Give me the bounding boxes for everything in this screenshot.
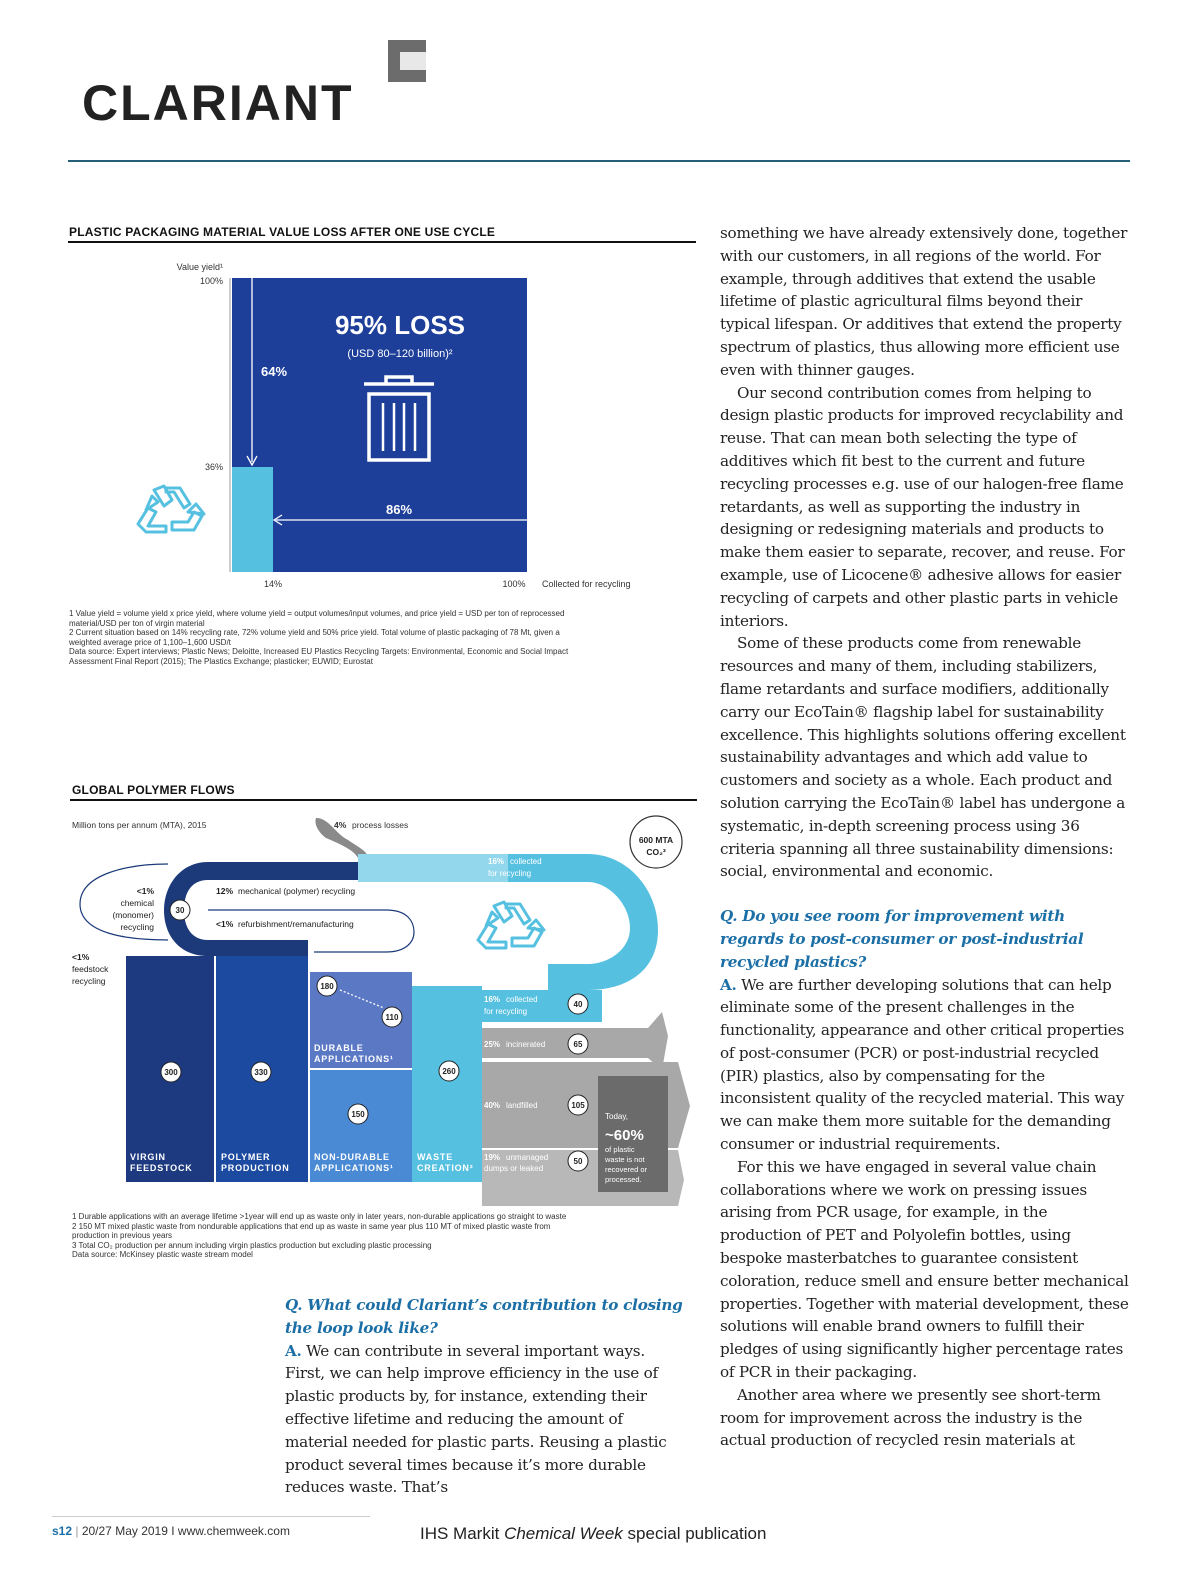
feed-2: recycling xyxy=(72,976,106,986)
publisher: IHS Markit xyxy=(420,1524,500,1543)
feed-1: feedstock xyxy=(72,964,109,974)
footer-page-info: s12 | 20/27 May 2019 I www.chemweek.com xyxy=(52,1524,290,1538)
chem-1: chemical xyxy=(120,898,154,908)
unmanaged-1: unmanaged xyxy=(506,1153,549,1162)
answer-2 xyxy=(720,974,1130,1156)
figure1-title: PLASTIC PACKAGING MATERIAL VALUE LOSS AFTER ONE USE CYCLE xyxy=(69,225,496,239)
article-right-column xyxy=(720,222,1130,1452)
collected-top-1: collected xyxy=(510,857,542,866)
value-105: 105 xyxy=(571,1101,585,1110)
answer-label: A. xyxy=(285,1341,302,1360)
answer-label: A. xyxy=(720,975,737,994)
durable-label-1: DURABLE xyxy=(314,1043,364,1053)
durable-label-2: APPLICATIONS¹ xyxy=(314,1054,394,1064)
logo-wordmark: CLARIANT xyxy=(82,75,354,131)
arrow-64-label: 64% xyxy=(260,364,288,379)
landfilled-pct: 40% xyxy=(484,1101,501,1110)
figure1-note: Assessment Final Report (2015); The Plastics Exchange; plasticker; EUWID; Eurostat xyxy=(69,656,373,666)
figure1-note: Data source: Expert interviews; Plastic News; Deloitte, Increased EU Plastics Recycling Targets: Environmental, Economic and Social Impact xyxy=(69,647,569,656)
y-tick-100: 100% xyxy=(199,276,223,286)
collected-pct: 16% xyxy=(484,995,501,1004)
co2-value: 600 MTA xyxy=(638,835,674,845)
figure1-note: 1 Value yield = volume yield x price yield, where volume yield = output volumes/input volumes, and price yield = USD per ton of reprocessed xyxy=(69,609,565,618)
figure2-note: 1 Durable applications with an average lifetime >1year will end up as waste only in later years, non-durable applications go straight to waste xyxy=(72,1212,567,1221)
figure2-rule xyxy=(70,799,697,801)
arrow-86-label: 86% xyxy=(385,502,413,517)
waste-label-2: CREATION² xyxy=(417,1163,474,1173)
value-65: 65 xyxy=(573,1040,583,1049)
recycle-icon xyxy=(138,486,204,532)
value-150: 150 xyxy=(351,1110,365,1119)
retained-value-bar xyxy=(232,467,273,572)
paragraph: Our second contribution comes from helping to design plastic products for improved recyclability and reuse. That can mean both selecting the type of additives which fit best to the current and future recycling processes e.g. use of our halogen-free flame retardants, as well as supporting the industry in designing or redesigning materials and products to make them easier to separate, recover, and reuse. For example, use of Licocene® adhesive allows for easier recycling of carpets and other plastic parts in vehicle interiors. xyxy=(720,383,1125,630)
value-330: 330 xyxy=(254,1068,268,1077)
website-link[interactable]: www.chemweek.com xyxy=(177,1524,290,1538)
value-loss-chart xyxy=(68,250,698,600)
refurb-pct: <1% xyxy=(216,919,234,929)
x-axis-label: Collected for recycling xyxy=(542,579,631,589)
y-axis-label: Value yield¹ xyxy=(176,262,223,272)
figure1-note: 2 Current situation based on 14% recycling rate, 72% volume yield and 50% price yield. Total volume of plastic packaging of 78 Mt, given a xyxy=(69,628,560,637)
footer-rule xyxy=(52,1516,370,1517)
today-3: recovered or xyxy=(605,1165,648,1174)
feed-pct: <1% xyxy=(72,952,90,962)
collected-1: collected xyxy=(506,995,538,1004)
loss-headline: 95% LOSS xyxy=(334,310,466,340)
y-tick-36: 36% xyxy=(204,462,223,472)
paragraph: For this we have engaged in several value chain collaborations where we work on pressing issues arising from PCR usage, for example, in the production of PET and Polyolefin bottles, using bespoke masterbatches to guarantee consistent coloration, reduce smell and ensure better mechanical properties. Together with material development, these solutions will enable brand owners to fulfill their pledges of using significantly higher percentage rates of PCR in their packaging. xyxy=(720,1157,1129,1382)
paragraph: something we have already extensively done, together with our customers, in all regions of the world. For example, through additives that extend the usable lifetime of plastic agricultural films beyond their typical lifespan. Or additives that extend the property spectrum of plastics, thus allowing more efficient use even with thinner gauges. xyxy=(720,224,1128,379)
answer-1-text: We can contribute in several important ways. First, we can help improve efficiency in the use of plastic products by, for instance, extending their effective lifetime and reducing the amount of material needed for plastic parts. Reusing a plastic product several times because it’s more durable reduces waste. That’s xyxy=(285,1341,667,1497)
publication-type: special publication xyxy=(627,1524,767,1543)
value-260: 260 xyxy=(442,1067,456,1076)
polymer-label-2: PRODUCTION xyxy=(221,1163,290,1173)
article-left-column xyxy=(285,1294,688,1499)
chem-3: recycling xyxy=(120,922,154,932)
recycle-loop-icon xyxy=(478,902,544,948)
answer-2-text: We are further developing solutions that can help eliminate some of the present challenges in the functionality, appearance and other critical properties of post-consumer (PCR) or post-industrial recycled (PIR) plastics, also by compensating for the inconsistent quality of the recycled material. This way we can make them more suitable for the demanding consumer or industrial requirements. xyxy=(720,975,1125,1154)
value-180: 180 xyxy=(320,982,334,991)
process-losses-label: process losses xyxy=(352,820,409,830)
incinerated-label: incinerated xyxy=(506,1040,546,1049)
paragraph: Some of these products come from renewable resources and many of them, including stabilizers, flame retardants and surface modifiers, additionally carry our EcoTain® flagship label for sustainability excellence. This highlights solutions offering excellent sustainability advantages and which add value to customers and society as a whole. Each product and solution carrying the EcoTain® label has undergone a systematic, in-depth screening process using 36 criteria spanning all three sustainability dimensions: social, environmental and economic. xyxy=(720,634,1126,881)
nondur-label-2: APPLICATIONS¹ xyxy=(314,1163,394,1173)
nondur-label-1: NON-DURABLE xyxy=(314,1152,390,1162)
paragraph: Another area where we presently see short-term room for improvement across the industry is the actual production of recycled resin materials at xyxy=(720,1385,1101,1450)
chem-pct: <1% xyxy=(136,886,154,896)
virgin-label-2: FEEDSTOCK xyxy=(130,1163,193,1173)
header-rule xyxy=(68,160,1130,162)
x-tick-14: 14% xyxy=(263,579,283,589)
mech-label: mechanical (polymer) recycling xyxy=(238,886,356,896)
unmanaged-pct: 19% xyxy=(484,1153,501,1162)
x-tick-100: 100% xyxy=(502,579,526,589)
collected-top-pct: 16% xyxy=(488,857,505,866)
figure1-note: weighted average price of 1,100–1,600 USD/t xyxy=(69,637,231,647)
recycling-loop-fade xyxy=(358,854,508,882)
landfilled-label: landfilled xyxy=(506,1101,538,1110)
collected-top-2: for recycling xyxy=(488,869,532,878)
figure2-notes xyxy=(72,1212,566,1260)
figure1-notes xyxy=(69,609,568,666)
today-4: processed. xyxy=(605,1175,642,1184)
figure2-note: Data source: McKinsey plastic waste stream model xyxy=(72,1250,253,1259)
incinerated-pct: 25% xyxy=(484,1040,501,1049)
polymer-flows-diagram xyxy=(68,810,698,1210)
footer-publication xyxy=(420,1524,766,1544)
figure2-note: 2 150 MT mixed plastic waste from nondurable applications that end up as waste in same year plus 110 MT of mixed plastic waste from xyxy=(72,1221,551,1231)
value-40: 40 xyxy=(573,1000,583,1009)
mechanical-recycling-loop xyxy=(164,862,358,956)
chem-2: (monomer) xyxy=(112,910,154,920)
mech-pct: 12% xyxy=(216,886,234,896)
issue-date: 20/27 May 2019 I xyxy=(81,1524,175,1538)
refurb-label: refurbishment/remanufacturing xyxy=(238,919,354,929)
virgin-label-1: VIRGIN xyxy=(130,1152,166,1162)
today-1: of plastic xyxy=(605,1145,635,1154)
figure2-note: production in previous years xyxy=(72,1231,173,1240)
value-30: 30 xyxy=(175,906,185,915)
figure1-note: material/USD per ton of virgin material xyxy=(69,618,205,628)
today-label: Today, xyxy=(605,1112,628,1121)
units-label: Million tons per annum (MTA), 2015 xyxy=(72,820,207,830)
clariant-logo xyxy=(82,38,432,131)
question-1: Q. What could Clariant’s contribution to closing the loop look like? xyxy=(285,1296,683,1337)
loss-subtitle: (USD 80–120 billion)² xyxy=(347,348,453,360)
figure2-note: 3 Total CO₂ production per annum including virgin plastics production but excluding plastic processing xyxy=(72,1240,432,1250)
figure2-title: GLOBAL POLYMER FLOWS xyxy=(72,783,235,797)
figure1-rule xyxy=(68,241,696,243)
co2-unit: CO₂³ xyxy=(646,847,666,857)
logo-cube-icon xyxy=(382,38,428,84)
unmanaged-2: dumps or leaked xyxy=(484,1164,544,1173)
today-2: waste is not xyxy=(605,1155,645,1164)
publication-name: Chemical Week xyxy=(504,1524,623,1543)
answer-1 xyxy=(285,1340,688,1500)
today-pct: ~60% xyxy=(605,1127,644,1144)
collected-2: for recycling xyxy=(484,1007,528,1016)
value-110: 110 xyxy=(385,1013,399,1022)
polymer-label-1: POLYMER xyxy=(221,1152,271,1162)
waste-label-1: WASTE xyxy=(417,1152,454,1162)
page-number: s12 xyxy=(52,1524,73,1538)
value-300: 300 xyxy=(164,1068,178,1077)
process-losses-pct: 4% xyxy=(334,820,347,830)
value-50: 50 xyxy=(573,1157,583,1166)
question-2: Q. Do you see room for improvement with regards to post-consumer or post-industrial recycled plastics? xyxy=(720,907,1084,971)
